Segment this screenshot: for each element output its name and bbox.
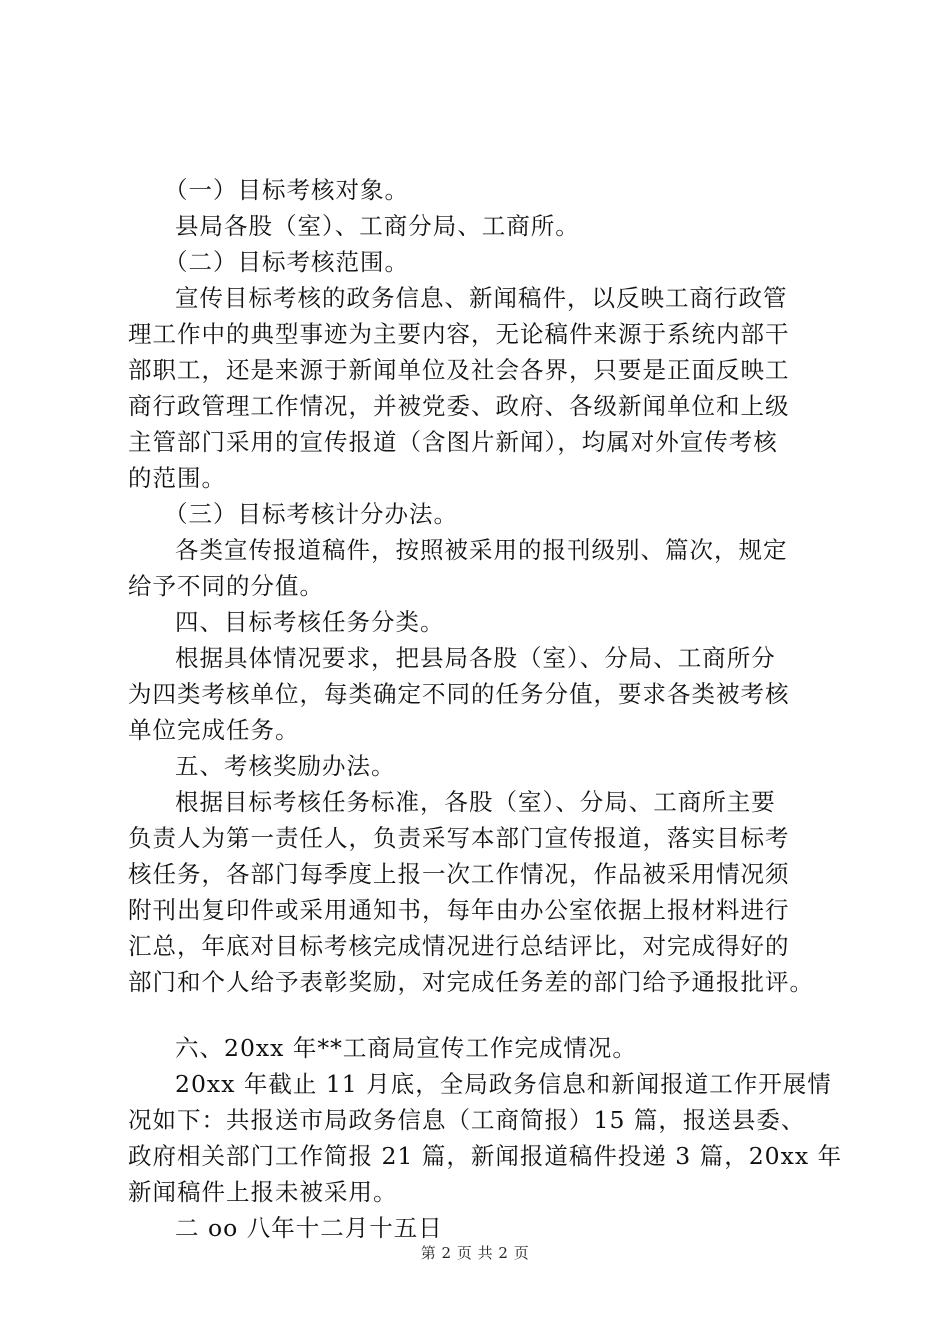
section-heading-6: 六、20xx 年**工商局宣传工作完成情况。	[175, 1034, 637, 1062]
paragraph-line: 宣传目标考核的政务信息、新闻稿件，以反映工商行政管	[175, 284, 788, 312]
paragraph-line: 政府相关部门工作简报 21 篇，新闻报道稿件投递 3 篇，20xx 年	[128, 1142, 843, 1170]
section-heading-4: 四、目标考核任务分类。	[175, 608, 445, 636]
section-heading-1: （一）目标考核对象。	[164, 176, 409, 204]
paragraph-line: 部门和个人给予表彰奖励，对完成任务差的部门给予通报批评。	[128, 968, 814, 996]
document-body	[128, 172, 843, 1246]
paragraph-line: 根据具体情况要求，把县局各股（室）、分局、工商所分	[175, 644, 776, 672]
paragraph-line: 20xx 年截止 11 月底，全局政务信息和新闻报道工作开展情	[175, 1070, 832, 1098]
paragraph-line: 单位完成任务。	[128, 716, 300, 744]
paragraph-line: 根据目标考核任务标准，各股（室）、分局、工商所主要	[175, 788, 776, 816]
paragraph-line: 各类宣传报道稿件，按照被采用的报刊级别、篇次，规定	[175, 536, 788, 564]
paragraph-line: 的范围。	[128, 464, 226, 492]
paragraph-line: 况如下：共报送市局政务信息（工商简报）15 篇，报送县委、	[128, 1106, 806, 1134]
paragraph-line: 核任务，各部门每季度上报一次工作情况，作品被采用情况须	[128, 860, 790, 888]
page-number-footer: 第 2 页 共 2 页	[420, 1244, 530, 1262]
paragraph-line: 商行政管理工作情况，并被党委、政府、各级新闻单位和上级	[128, 392, 790, 420]
paragraph-line: 给予不同的分值。	[128, 572, 324, 600]
paragraph-line: 县局各股（室）、工商分局、工商所。	[175, 212, 580, 240]
paragraph-line: 为四类考核单位，每类确定不同的任务分值，要求各类被考核	[128, 680, 790, 708]
paragraph-line: 部职工，还是来源于新闻单位及社会各界，只要是正面反映工	[128, 356, 790, 384]
document-date: 二 oo 八年十二月十五日	[175, 1214, 443, 1242]
paragraph-line: 理工作中的典型事迹为主要内容，无论稿件来源于系统内部干	[128, 320, 790, 348]
section-heading-2: （二）目标考核范围。	[164, 248, 409, 276]
paragraph-gap	[128, 1000, 838, 1030]
paragraph-line: 附刊出复印件或采用通知书，每年由办公室依据上报材料进行	[128, 896, 790, 924]
paragraph-line: 汇总，年底对目标考核完成情况进行总结评比，对完成得好的	[128, 932, 790, 960]
section-heading-3: （三）目标考核计分办法。	[164, 500, 458, 528]
paragraph-line: 负责人为第一责任人，负责采写本部门宣传报道，落实目标考	[128, 824, 790, 852]
paragraph-line: 新闻稿件上报未被采用。	[128, 1178, 398, 1206]
section-heading-5: 五、考核奖励办法。	[175, 752, 396, 780]
paragraph-line: 主管部门采用的宣传报道（含图片新闻），均属对外宣传考核	[128, 428, 778, 456]
